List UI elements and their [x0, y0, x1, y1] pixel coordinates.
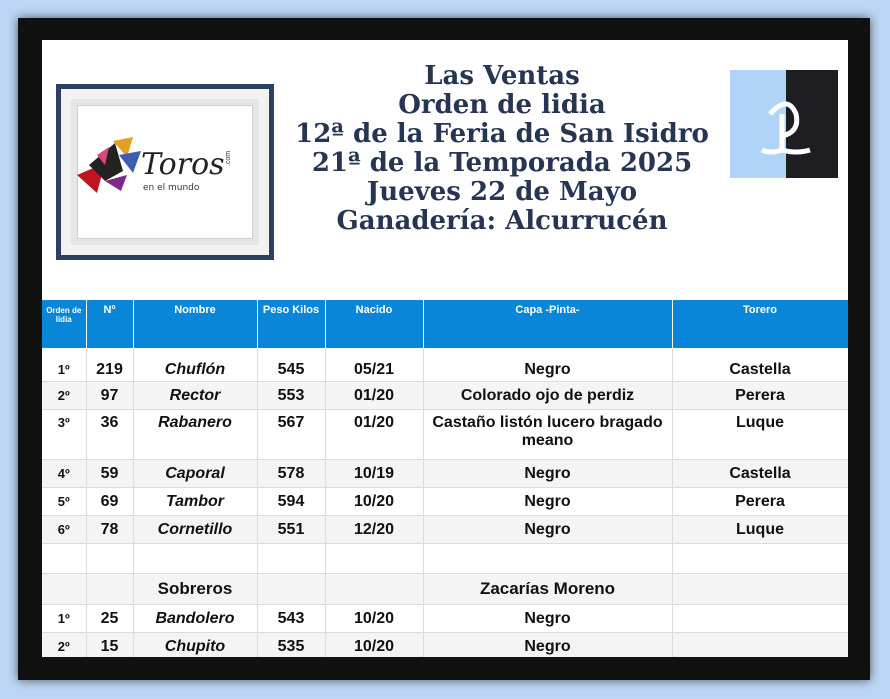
cell-peso: 543 — [257, 605, 325, 633]
poster-sheet — [42, 40, 848, 657]
table-row — [42, 605, 848, 633]
cell-torero: Castella — [672, 348, 848, 382]
title-line-temporada: 21ª de la Temporada 2025 — [311, 148, 693, 178]
cell-orden: 3º — [42, 410, 86, 460]
cell-nombre: Rabanero — [133, 410, 257, 460]
cell-nacido: 01/20 — [325, 382, 423, 410]
title-line-orden: Orden de lidia — [398, 90, 606, 120]
col-header-capa: Capa -Pinta- — [423, 300, 672, 348]
col-header-peso: Peso Kilos — [257, 300, 325, 348]
cell-capa: Negro — [423, 348, 672, 382]
table-row — [42, 488, 848, 516]
table-row — [42, 633, 848, 658]
cell-peso: 535 — [257, 633, 325, 658]
cell-nombre: Caporal — [133, 460, 257, 488]
cell-orden: 1º — [42, 348, 86, 382]
cell-nombre: Rector — [133, 382, 257, 410]
cell-torero: Castella — [672, 460, 848, 488]
table-row-empty — [42, 544, 848, 574]
cell-nacido: 10/19 — [325, 460, 423, 488]
pl-monogram-icon — [730, 70, 838, 178]
cell-peso: 545 — [257, 348, 325, 382]
table-row — [42, 382, 848, 410]
cell-num: 69 — [86, 488, 133, 516]
cell-nombre: Tambor — [133, 488, 257, 516]
title-line-feria: 12ª de la Feria de San Isidro — [295, 119, 709, 149]
cell-num: 36 — [86, 410, 133, 460]
toros-logo-frame — [56, 84, 274, 260]
col-header-num: Nº — [86, 300, 133, 348]
cell-num: 78 — [86, 516, 133, 544]
cell-num: 59 — [86, 460, 133, 488]
table-row — [42, 348, 848, 382]
title-line-date: Jueves 22 de Mayo — [366, 177, 638, 207]
cell-capa: Castaño listón lucero bragado meano — [423, 410, 672, 460]
col-header-nombre: Nombre — [133, 300, 257, 348]
cell-orden: 1º — [42, 605, 86, 633]
cell-orden: 2º — [42, 633, 86, 658]
page-title — [274, 62, 730, 236]
cell-nombre: Cornetillo — [133, 516, 257, 544]
title-line-venue: Las Ventas — [424, 61, 580, 91]
cell-torero — [672, 605, 848, 633]
cell-peso: 553 — [257, 382, 325, 410]
cell-num: 15 — [86, 633, 133, 658]
sobreros-header-row — [42, 574, 848, 605]
cell-num: 219 — [86, 348, 133, 382]
cell-peso: 567 — [257, 410, 325, 460]
cell-peso: 578 — [257, 460, 325, 488]
cell-peso: 594 — [257, 488, 325, 516]
col-header-orden: Orden de lidia — [42, 300, 86, 348]
col-header-nacido: Nacido — [325, 300, 423, 348]
cell-capa: Negro — [423, 460, 672, 488]
cell-torero: Luque — [672, 410, 848, 460]
cell-capa: Negro — [423, 488, 672, 516]
toros-logo-sub: en el mundo — [143, 183, 200, 193]
table-row — [42, 516, 848, 544]
sobreros-ganaderia: Zacarías Moreno — [423, 574, 672, 605]
toros-logo-suffix: .com — [225, 150, 233, 167]
col-header-torero: Torero — [672, 300, 848, 348]
cell-nacido: 12/20 — [325, 516, 423, 544]
cell-torero: Perera — [672, 382, 848, 410]
cell-capa: Negro — [423, 516, 672, 544]
cell-torero: Perera — [672, 488, 848, 516]
cell-nacido: 01/20 — [325, 410, 423, 460]
sobreros-label: Sobreros — [133, 574, 257, 605]
table-row — [42, 460, 848, 488]
cell-torero — [672, 633, 848, 658]
cell-orden: 5º — [42, 488, 86, 516]
cell-num: 97 — [86, 382, 133, 410]
cell-nombre: Chuflón — [133, 348, 257, 382]
bull-emblem-icon — [75, 135, 145, 195]
table-header-row — [42, 300, 848, 348]
cell-orden: 2º — [42, 382, 86, 410]
cell-nombre: Chupito — [133, 633, 257, 658]
orden-lidia-table — [42, 300, 848, 657]
cell-orden: 4º — [42, 460, 86, 488]
cell-peso: 551 — [257, 516, 325, 544]
cell-nacido: 10/20 — [325, 633, 423, 658]
title-line-ganaderia: Ganadería: Alcurrucén — [336, 206, 668, 236]
cell-capa: Negro — [423, 605, 672, 633]
cell-nacido: 10/20 — [325, 605, 423, 633]
cell-nacido: 10/20 — [325, 488, 423, 516]
cell-torero: Luque — [672, 516, 848, 544]
cell-orden: 6º — [42, 516, 86, 544]
cell-nacido: 05/21 — [325, 348, 423, 382]
table-row — [42, 410, 848, 460]
cell-capa: Negro — [423, 633, 672, 658]
cell-num: 25 — [86, 605, 133, 633]
toros-logo — [71, 99, 259, 245]
pl-logo — [730, 70, 838, 178]
toros-logo-word: Toros — [141, 147, 225, 182]
cell-nombre: Bandolero — [133, 605, 257, 633]
cell-capa: Colorado ojo de perdiz — [423, 382, 672, 410]
